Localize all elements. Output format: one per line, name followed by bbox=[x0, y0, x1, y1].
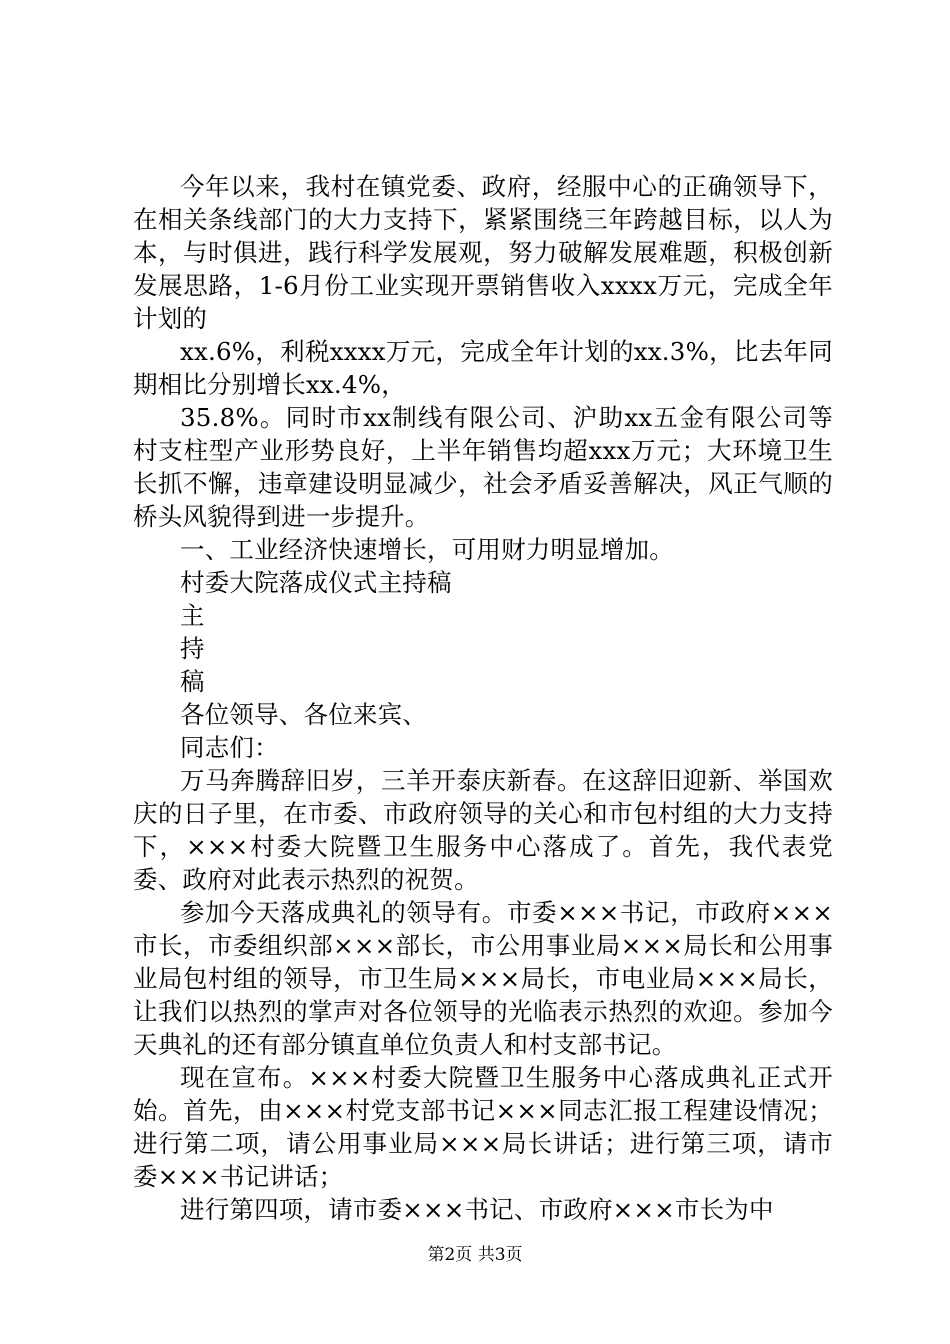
paragraph: xx.6%，利税xxxx万元，完成全年计划的xx.3%，比去年同期相比分别增长xx.4%， bbox=[133, 337, 833, 399]
paragraph: 今年以来，我村在镇党委、政府，经服中心的正确领导下，在相关条线部门的大力支持下，紧紧围绕三年跨越目标，以人为本，与时俱进，践行科学发展观，努力破解发展难题，积极创新发展思路，1-6月份工业实现开票销售收入xxxx万元，完成全年计划的 bbox=[133, 172, 833, 333]
paragraph: 主 bbox=[180, 601, 205, 630]
page-number-footer: 第2页 共3页 bbox=[427, 1245, 523, 1265]
paragraph: 现在宣布。×××村委大院暨卫生服务中心落成典礼正式开始。首先，由×××村党支部书记×××同志汇报工程建设情况；进行第二项，请公用事业局×××局长讲话；进行第三项，请市委×××书记讲话； bbox=[133, 1063, 833, 1191]
paragraph: 35.8%。同时市xx制线有限公司、沪助xx五金有限公司等村支柱型产业形势良好，上半年销售均超xxx万元；大环境卫生长抓不懈，违章建设明显减少，社会矛盾妥善解决，风正气顺的桥头风貌得到进一步提升。 bbox=[133, 403, 833, 531]
paragraph: 万马奔腾辞旧岁，三羊开泰庆新春。在这辞旧迎新、举国欢庆的日子里，在市委、市政府领导的关心和市包村组的大力支持下，×××村委大院暨卫生服务中心落成了。首先，我代表党委、政府对此表示热烈的祝贺。 bbox=[133, 766, 833, 894]
document-title: 村委大院落成仪式主持稿 bbox=[180, 568, 452, 597]
document-body bbox=[133, 170, 833, 1226]
paragraph: 持 bbox=[180, 634, 205, 663]
paragraph: 稿 bbox=[180, 667, 205, 696]
salutation: 同志们： bbox=[180, 733, 279, 762]
paragraph: 参加今天落成典礼的领导有。市委×××书记，市政府×××市长，市委组织部×××部长，市公用事业局×××局长和公用事业局包村组的领导，市卫生局×××局长，市电业局×××局长，让我们以热烈的掌声对各位领导的光临表示热烈的欢迎。参加今天典礼的还有部分镇直单位负责人和村支部书记。 bbox=[133, 898, 833, 1059]
paragraph: 进行第四项，请市委×××书记、市政府×××市长为中 bbox=[180, 1195, 774, 1224]
salutation: 各位领导、各位来宾、 bbox=[180, 700, 427, 729]
section-heading: 一、工业经济快速增长，可用财力明显增加。 bbox=[180, 535, 674, 564]
